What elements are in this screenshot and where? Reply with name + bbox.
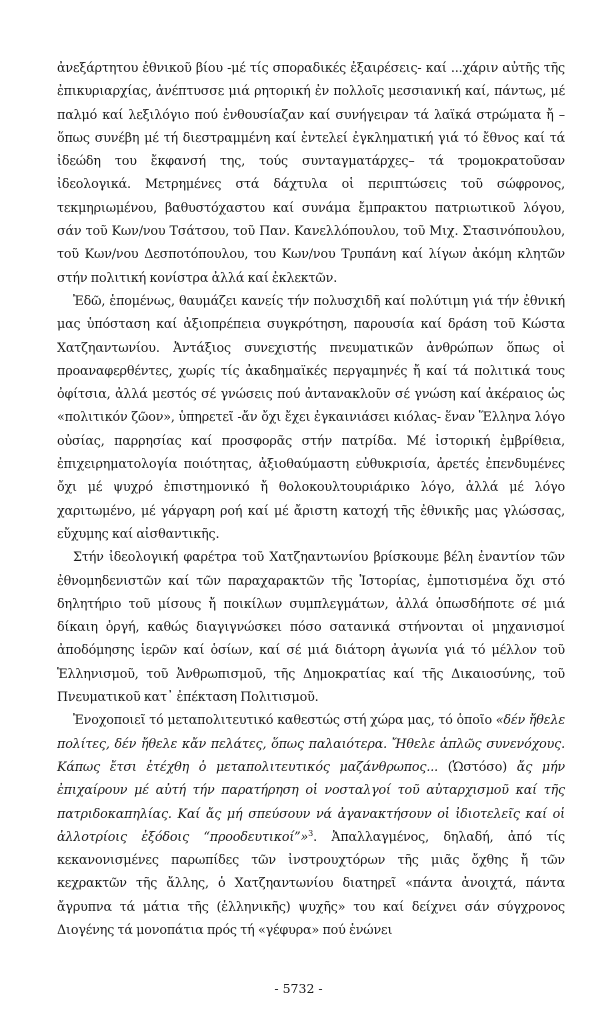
paragraph-text: (Ὡστόσο) xyxy=(438,758,517,774)
body-text xyxy=(57,56,565,941)
quoted-text: ἄς μήν ἐπιχαίρουν μέ αὐτή τήν παρατήρηση οἱ νοσταλγοί τοῦ αὐταρχισμοῦ καί τῆς πατριδοκαπηλίας. Καί ἄς μή σπεύσουν νά ἀγανακτήσουν οἱ ἰδιοτελεῖς καί οἱ ἀλλοτρίοις ἐξόδοις “προοδευτικοί”» xyxy=(57,758,565,844)
paragraph-text: Ἐδῶ, ἑπομένως, θαυμάζει κανείς τήν πολυσχιδῆ καί πολύτιμη γιά τήν ἐθνική μας ὑπόσταση καί ἀξιοπρέπεια συγκρότηση, παρουσία καί δράση τοῦ Κώστα Χατζηαντωνίου. Ἀντάξιος συνεχιστής πνευματικῶν ἀνθρώπων ὅπως οἱ προαναφερθέντες, χωρίς τίς ἀκαδημαϊκές περγαμηνές ἤ καί τά πολιτικά τους ὀφίτσια, ἀλλά μεστός σέ γνώσεις πού ἀντανακλοῦν σέ γνώση καί ἀκέραιος ὡς «πολιτικόν ζῶον», ὑπηρετεῖ -ἄν ὄχι ἔχει ἐγκαινιάσει κιόλας- ἕναν Ἕλληνα λόγο οὐσίας, παρρησίας καί προσφορᾶς στήν πατρίδα. Μέ ἱστορική ἐμβρίθεια, ἐπιχειρηματολογία ποιότητας, ἀξιοθαύμαστη εὐθυκρισία, ἀρετές ἐπενδυμένες ὄχι μέ ψυχρό ἐπιστημονικό ἤ θολοκουλτουριάρικο λόγο, ἀλλά μέ λόγο χαριτωμένο, μέ γάργαρη ροή καί μέ ἄριστη κατοχή τῆς ἐθνικῆς μας γλώσσας, εὔχυμης καί αἰσθαντικῆς. xyxy=(57,292,565,541)
footnote-marker: 3 xyxy=(308,828,314,838)
paragraph xyxy=(57,708,565,941)
paragraph xyxy=(57,56,565,289)
page-number: - 5732 - xyxy=(274,981,323,996)
paragraph-text: . Ἀπαλλαγμένος, δηλαδή, ἀπό τίς κεκανονισμένες παρωπίδες τῶν ἰνστρουχτόρων τῆς μιᾶς ὄχθης ἤ τῶν κεχρακτῶν τῆς ἄλλης, ὁ Χατζηαντωνίου διατηρεῖ «πάντα ἀνοιχτά, πάντα ἄγρυπνα τά μάτια τῆς (ἑλληνικῆς) ψυχῆς» του καί δείχνει σάν σύγχρονος Διογένης τά μονοπάτια πρός τή «γέφυρα» πού ἑνώνει xyxy=(57,828,565,937)
paragraph-text: Στήν ἰδεολογική φαρέτρα τοῦ Χατζηαντωνίου βρίσκουμε βέλη ἐναντίον τῶν ἐθνομηδενιστῶν καί τῶν παραχαρακτῶν τῆς Ἱστορίας, ἐμποτισμένα ὄχι στό δηλητήριο τοῦ μίσους ἤ ποικίλων συμπλεγμάτων, ἀλλά ὁπωσδήποτε σέ μιά δίκαιη ὀργή, καθώς διαγιγνώσκει πόσο σατανικά στήνονται οἱ μηχανισμοί ἀποδόμησης ἱερῶν καί ὁσίων, καί σέ μιά διάτορη ἀγωνία γιά τό μέλλον τοῦ Ἑλληνισμοῦ, τοῦ Ἀνθρωπισμοῦ, τῆς Δημοκρατίας καί τῆς Δικαιοσύνης, τοῦ Πνευματικοῦ κατ᾽ ἐπέκταση Πολιτισμοῦ. xyxy=(57,549,565,705)
quoted-text: «δέν ἤθελε πολίτες, δέν ἤθελε κἄν πελάτες, ὅπως παλαιότερα. Ἤθελε ἁπλῶς συνενόχους. Κάπως ἔτσι ἐτέχθη ὁ μεταπολιτευτικός μαζάνθρωπος... xyxy=(57,712,565,774)
paragraph-text: Ἐνοχοποιεῖ τό μεταπολιτευτικό καθεστώς στή χώρα μας, τό ὁποῖο xyxy=(73,712,496,728)
paragraph xyxy=(57,289,565,545)
paragraph xyxy=(57,545,565,708)
paragraph-text: ἀνεξάρτητου ἐθνικοῦ βίου -μέ τίς σποραδικές ἐξαιρέσεις- καί ...χάριν αὐτῆς τῆς ἐπικυριαρχίας, ἀνέπτυσσε μιά ρητορική ἐν πολλοῖς μεσσιανική καί, πάντως, μέ παλμό καί λεξιλόγιο πού ἐνθουσίαζαν καί συνήγειραν τά λαϊκά στρώματα ἤ –ὅπως συνέβη μέ τή διεστραμμένη καί ἐντελεί ἐγκληματική γιά τό ἔθνος καί τά ἰδεώδη του ἔκφανσή της, τούς συνταγματάρχες– τά τρομοκρατοῦσαν ἰδεολογικά. Μετρημένες στά δάχτυλα οἱ περιπτώσεις τοῦ σώφρονος, τεκμηριωμένου, βαθυστόχαστου καί συνάμα ἔμπρακτου πατριωτικοῦ λόγου, σάν τοῦ Κων/νου Τσάτσου, τοῦ Παν. Κανελλόπουλου, τοῦ Μιχ. Στασινόπουλου, τοῦ Κων/νου Δεσποτόπουλου, του Κων/νου Τρυπάνη καί λίγων ἀκόμη κλητῶν στήν πολιτική κονίστρα ἀλλά καί ἐκλεκτῶν. xyxy=(57,60,565,285)
document-page xyxy=(57,56,565,941)
